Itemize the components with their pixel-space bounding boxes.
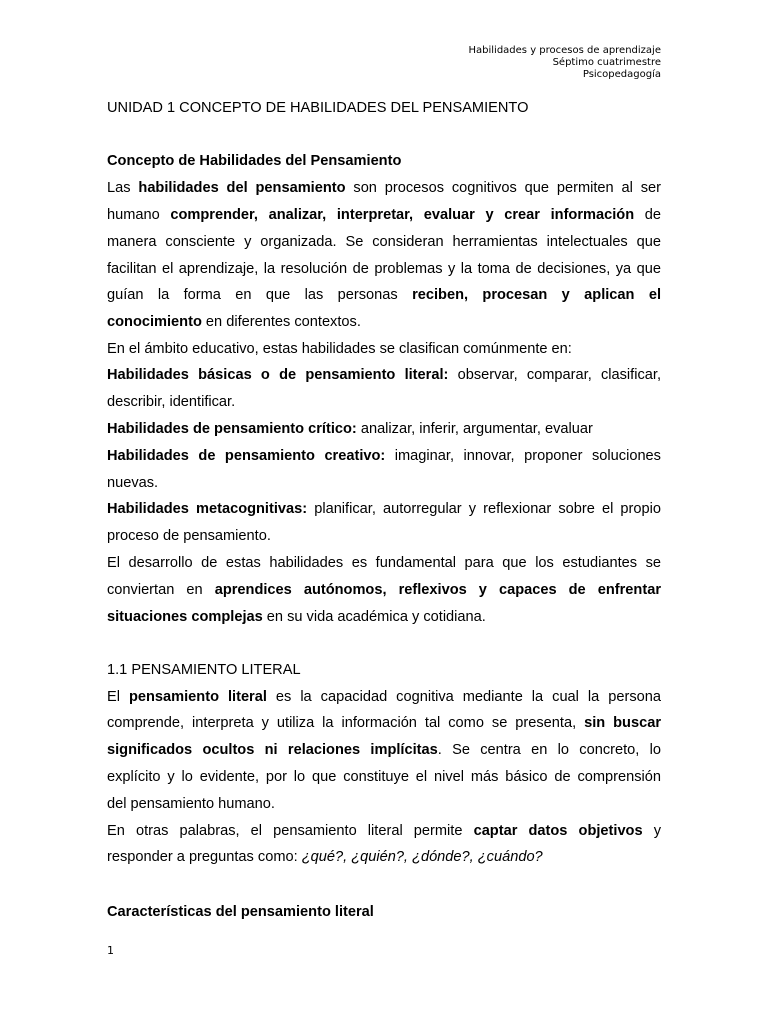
paragraph-line: responder a preguntas como: ¿qué?, ¿quién?, ¿dónde?, ¿cuándo? [107, 849, 543, 865]
list-item: Habilidades básicas o de pensamiento literal: observar, comparar, clasificar, [107, 367, 661, 383]
list-item: describir, identificar. [107, 394, 236, 410]
paragraph-line: significados ocultos ni relaciones implícitas. Se centra en lo concreto, lo [107, 742, 661, 758]
paragraph-line: facilitan el aprendizaje, la resolución de problemas y la toma de decisiones, ya que [107, 261, 661, 277]
paragraph-line: explícito y lo evidente, por lo que constituye el nivel más básico de comprensión [107, 769, 661, 785]
paragraph-line: comprende, interpreta y utiliza la información tal como se presenta, sin buscar [107, 715, 661, 731]
paragraph-line: humano comprender, analizar, interpretar, evaluar y crear información de [107, 207, 661, 223]
paragraph-line: situaciones complejas en su vida académica y cotidiana. [107, 609, 486, 625]
paragraph-line: manera consciente y organizada. Se consideran herramientas intelectuales que [107, 234, 661, 250]
paragraph-line: En otras palabras, el pensamiento literal permite captar datos objetivos y [107, 823, 662, 839]
sub-heading: Características del pensamiento literal [107, 904, 374, 920]
paragraph-line: guían la forma en que las personas reciben, procesan y aplican el [107, 287, 661, 303]
list-item: nuevas. [107, 475, 159, 491]
section-heading: 1.1 PENSAMIENTO LITERAL [107, 662, 301, 678]
unit-title: UNIDAD 1 CONCEPTO DE HABILIDADES DEL PENSAMIENTO [107, 100, 529, 116]
paragraph-line: El pensamiento literal es la capacidad cognitiva mediante la cual la persona [107, 689, 661, 705]
paragraph-line: conviertan en aprendices autónomos, reflexivos y capaces de enfrentar [107, 582, 661, 598]
page-header [469, 45, 662, 81]
paragraph-line: Las habilidades del pensamiento son procesos cognitivos que permiten al ser [107, 180, 661, 196]
list-item: Habilidades de pensamiento crítico: analizar, inferir, argumentar, evaluar [107, 421, 593, 437]
paragraph-line: del pensamiento humano. [107, 796, 275, 812]
header-term: Séptimo cuatrimestre [552, 57, 661, 68]
list-item: Habilidades de pensamiento creativo: imaginar, innovar, proponer soluciones [107, 448, 661, 464]
paragraph-line: conocimiento en diferentes contextos. [107, 314, 361, 330]
paragraph-line: En el ámbito educativo, estas habilidades se clasifican comúnmente en: [107, 341, 572, 357]
paragraph-line: El desarrollo de estas habilidades es fundamental para que los estudiantes se [107, 555, 661, 571]
page-number: 1 [107, 944, 114, 957]
section-heading: Concepto de Habilidades del Pensamiento [107, 153, 402, 169]
list-item: Habilidades metacognitivas: planificar, autorregular y reflexionar sobre el propio [107, 501, 662, 517]
list-item: proceso de pensamiento. [107, 528, 271, 544]
header-program: Psicopedagogía [582, 69, 661, 80]
header-course: Habilidades y procesos de aprendizaje [468, 45, 661, 56]
